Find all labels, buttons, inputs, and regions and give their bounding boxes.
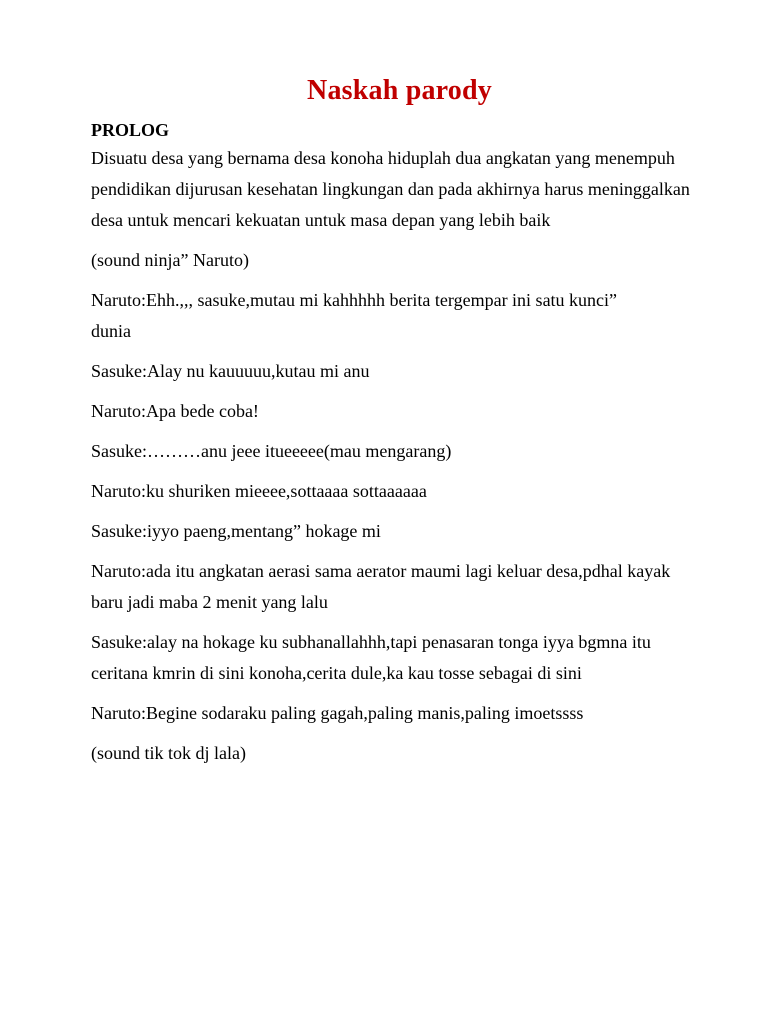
script-line-3: Sasuke:Alay nu kauuuuu,kutau mi anu xyxy=(91,361,370,381)
document-title: Naskah parody xyxy=(307,75,492,106)
script-line-1: (sound ninja” Naruto) xyxy=(91,250,249,270)
script-line-5: Sasuke:………anu jeee itueeeee(mau mengarang) xyxy=(91,441,452,461)
script-line-7: Sasuke:iyyo paeng,mentang” hokage mi xyxy=(91,521,381,541)
script-line-11: (sound tik tok dj lala) xyxy=(91,743,246,763)
script-line-10: Naruto:Begine sodaraku paling gagah,paling manis,paling imoetssss xyxy=(91,703,584,723)
script-line-4: Naruto:Apa bede coba! xyxy=(91,401,259,421)
prologue-paragraph: Disuatu desa yang bernama desa konoha hiduplah dua angkatan yang menempuh pendidikan dijurusan kesehatan lingkungan dan pada akhirnya harus meninggalkan desa untuk mencari kekuatan untuk masa depan yang lebih baik xyxy=(91,148,690,230)
script-line-2: Naruto:Ehh.,,, sasuke,mutau mi kahhhhh berita tergempar ini satu kunci” dunia xyxy=(91,290,618,341)
script-line-8: Naruto:ada itu angkatan aerasi sama aerator maumi lagi keluar desa,pdhal kayak baru jadi maba 2 menit yang lalu xyxy=(91,561,671,612)
script-line-9: Sasuke:alay na hokage ku subhanallahhh,tapi penasaran tonga iyya bgmna itu ceritana kmrin di sini konoha,cerita dule,ka kau tosse sebagai di sini xyxy=(91,632,651,683)
script-line-6: Naruto:ku shuriken mieeee,sottaaaa sottaaaaaa xyxy=(91,481,427,501)
section-heading-prolog: PROLOG xyxy=(91,120,170,140)
